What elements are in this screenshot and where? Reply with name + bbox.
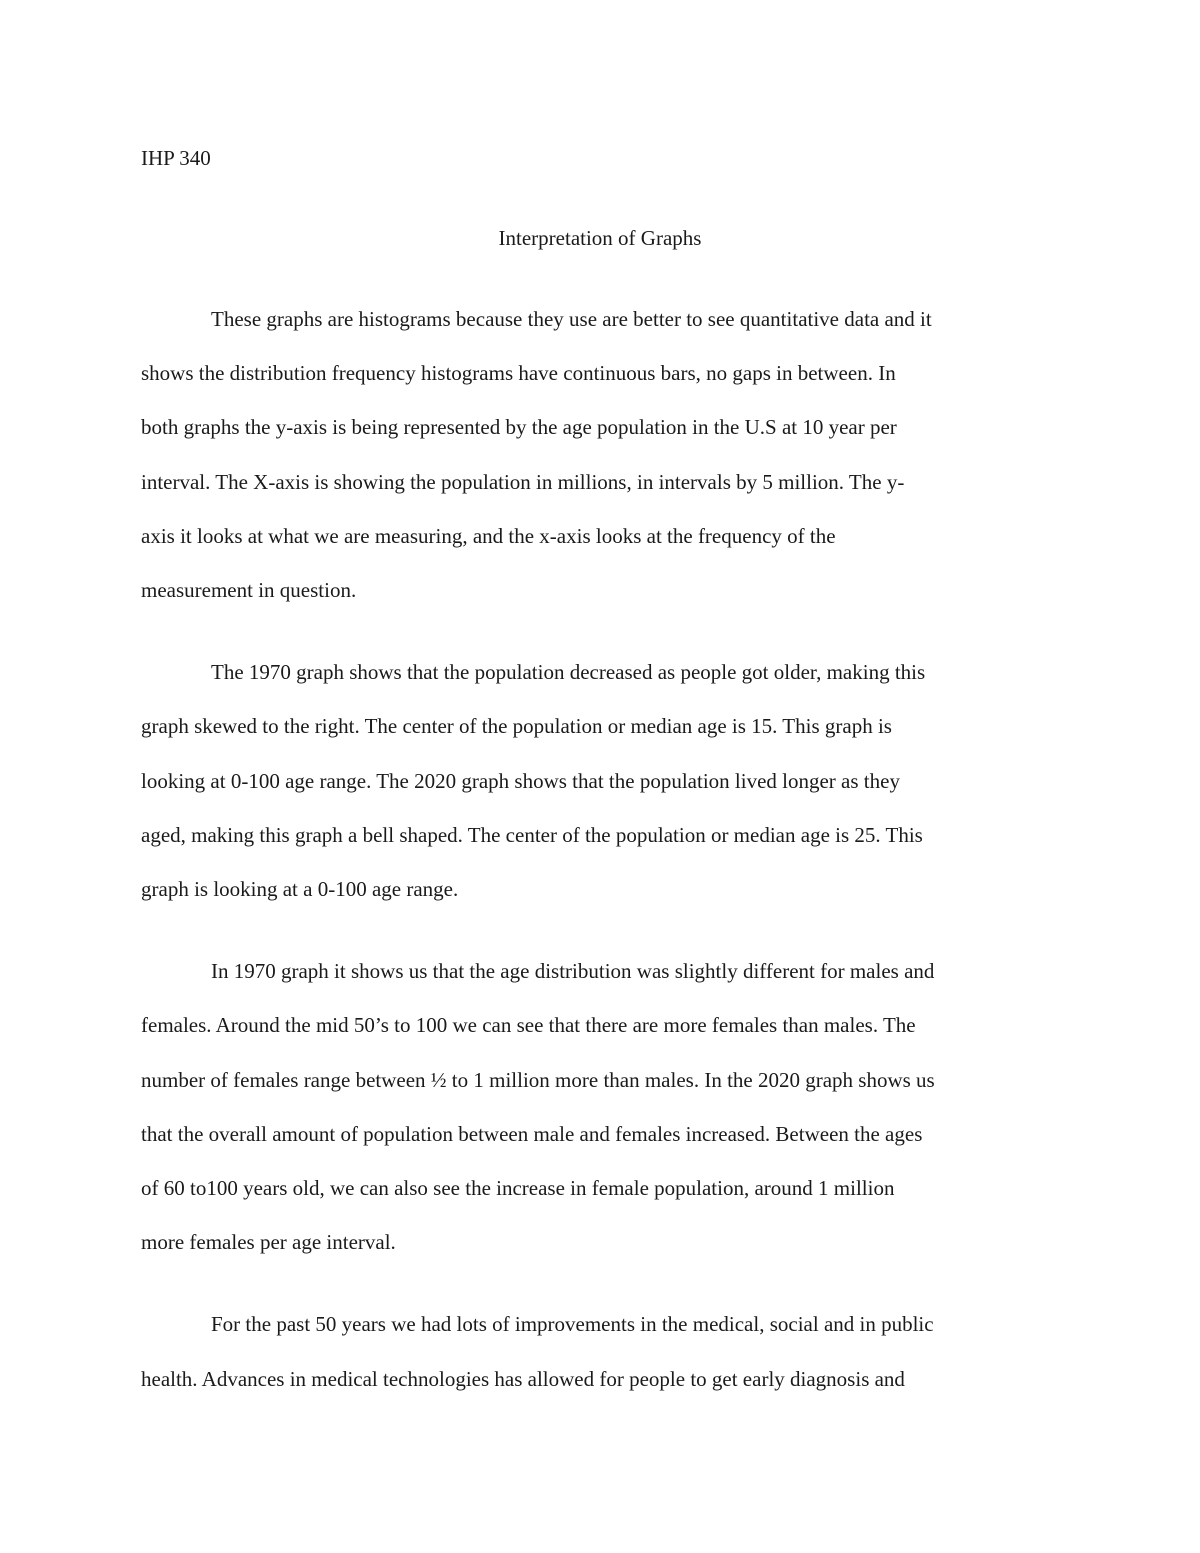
text-line: of 60 to100 years old, we can also see the increase in female population, around 1 million bbox=[141, 1176, 895, 1201]
text-line: health. Advances in medical technologies has allowed for people to get early diagnosis and bbox=[141, 1366, 905, 1391]
text-line: aged, making this graph a bell shaped. The center of the population or median age is 25. This bbox=[141, 822, 923, 847]
text-line: The 1970 graph shows that the population decreased as people got older, making this bbox=[211, 660, 926, 685]
text-line: shows the distribution frequency histograms have continuous bars, no gaps in between. In bbox=[141, 361, 896, 386]
text-line: For the past 50 years we had lots of improvements in the medical, social and in public bbox=[211, 1312, 934, 1337]
text-line: interval. The X-axis is showing the population in millions, in intervals by 5 million. The y- bbox=[141, 469, 905, 494]
text-line: looking at 0-100 age range. The 2020 graph shows that the population lived longer as they bbox=[141, 768, 900, 793]
text-line: graph is looking at a 0-100 age range. bbox=[141, 877, 459, 902]
text-line: In 1970 graph it shows us that the age distribution was slightly different for males and bbox=[211, 959, 935, 984]
paragraph-histogram-definition bbox=[141, 292, 1061, 617]
course-code: IHP 340 bbox=[141, 146, 211, 170]
document-title: Interpretation of Graphs bbox=[498, 226, 702, 250]
text-line: that the overall amount of population between male and females increased. Between the ages bbox=[141, 1121, 923, 1146]
paragraph-improvements bbox=[141, 1297, 1061, 1405]
text-line: number of females range between ½ to 1 million more than males. In the 2020 graph shows us bbox=[141, 1067, 935, 1092]
text-line: axis it looks at what we are measuring, and the x-axis looks at the frequency of the bbox=[141, 523, 836, 548]
text-line: females. Around the mid 50’s to 100 we can see that there are more females than males. The bbox=[141, 1013, 916, 1038]
paragraph-gender-distribution bbox=[141, 944, 1061, 1269]
text-line: graph skewed to the right. The center of the population or median age is 15. This graph is bbox=[141, 714, 892, 739]
text-line: These graphs are histograms because they use are better to see quantitative data and it bbox=[211, 307, 932, 331]
text-line: measurement in question. bbox=[141, 578, 357, 603]
document-body bbox=[141, 292, 1061, 1434]
text-line: both graphs the y-axis is being represented by the age population in the U.S at 10 year per bbox=[141, 415, 897, 440]
paragraph-graph-shapes bbox=[141, 645, 1061, 916]
text-line: more females per age interval. bbox=[141, 1230, 396, 1255]
